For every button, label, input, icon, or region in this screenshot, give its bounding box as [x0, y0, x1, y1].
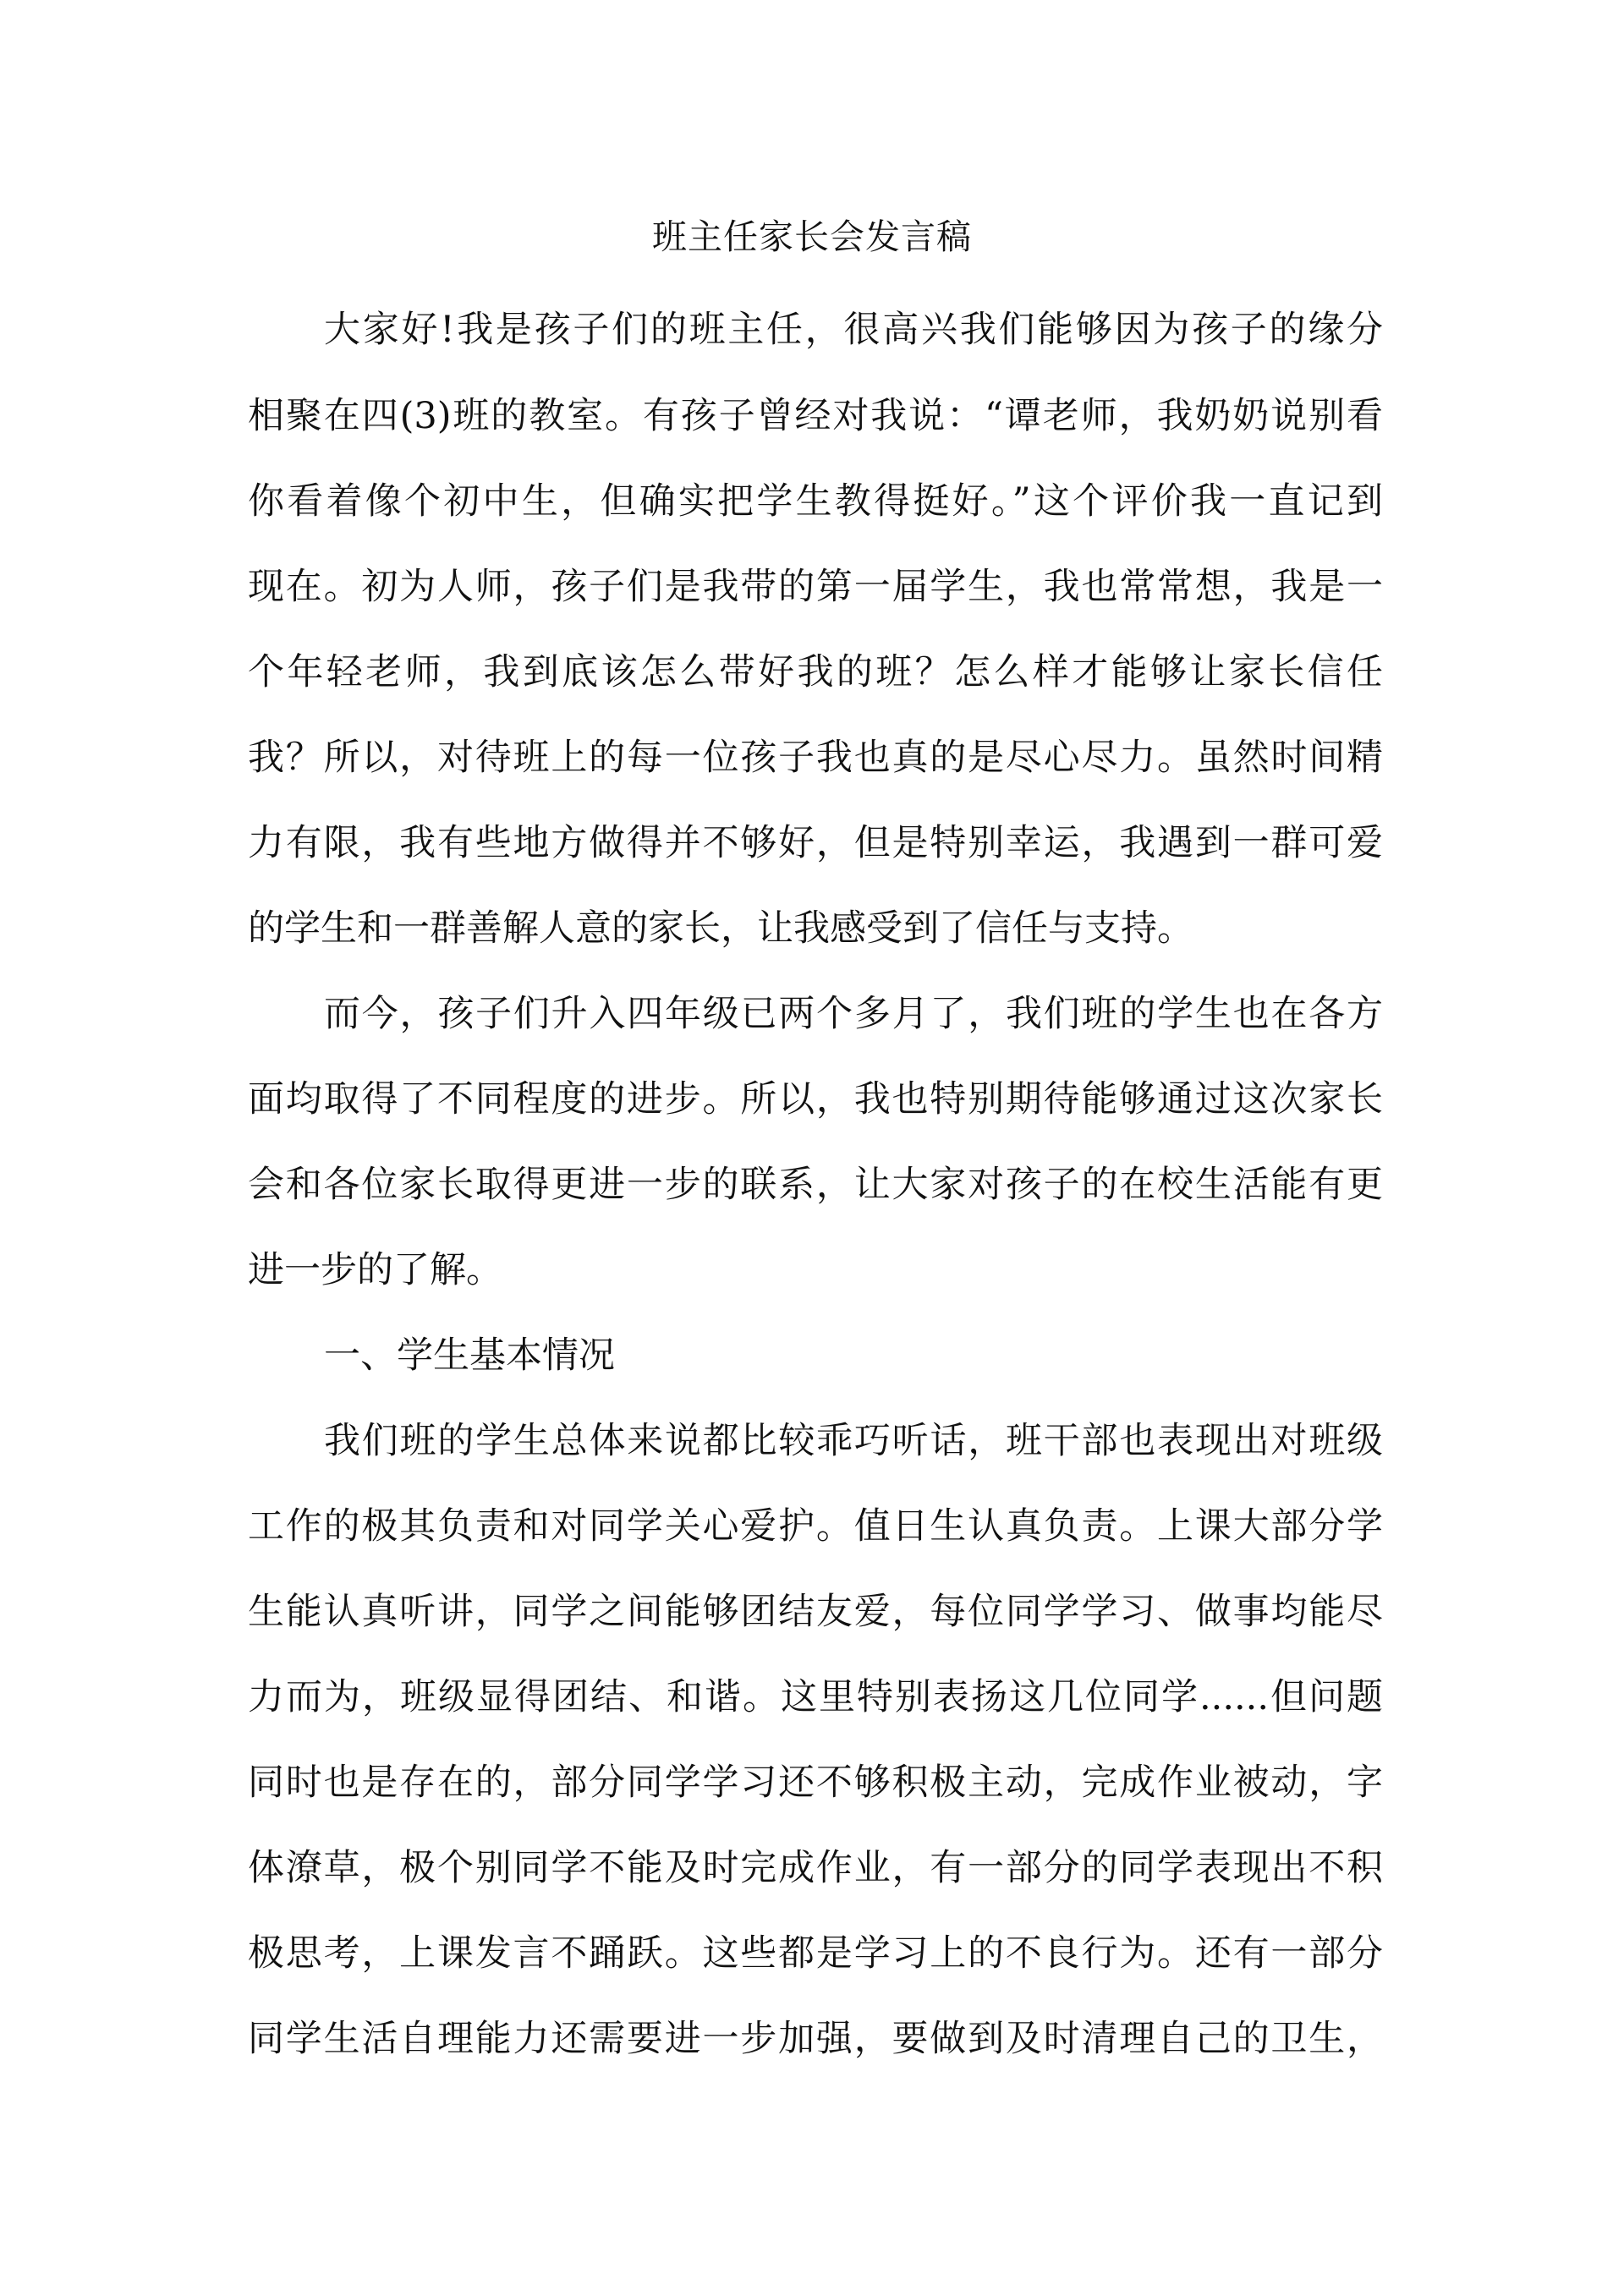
section-heading: 一、学生基本情况: [324, 1334, 615, 1377]
paragraph-3-line-6: 体潦草，极个别同学不能及时完成作业，有一部分的同学表现出不积: [248, 1847, 1383, 1889]
paragraph-1-line-7: 力有限，我有些地方做得并不够好，但是特别幸运，我遇到一群可爱: [248, 822, 1383, 864]
paragraph-3-line-5: 同时也是存在的，部分同学学习还不够积极主动，完成作业被动，字: [248, 1762, 1383, 1804]
paragraph-1-line-4: 现在。初为人师，孩子们是我带的第一届学生，我也常常想，我是一: [248, 566, 1383, 608]
paragraph-3-line-2: 工作的极其负责和对同学关心爱护。值日生认真负责。上课大部分学: [248, 1505, 1383, 1548]
paragraph-1-line-6: 我？所以，对待班上的每一位孩子我也真的是尽心尽力。虽然时间精: [248, 737, 1383, 779]
paragraph-3-line-3: 生能认真听讲，同学之间能够团结友爱，每位同学学习、做事均能尽: [248, 1591, 1383, 1633]
document-title: 班主任家长会发言稿: [652, 216, 972, 257]
paragraph-3-line-7: 极思考，上课发言不踊跃。这些都是学习上的不良行为。还有一部分: [248, 1932, 1383, 1975]
paragraph-1-line-1: 大家好!我是孩子们的班主任，很高兴我们能够因为孩子的缘分: [324, 309, 1383, 351]
paragraph-1-line-8: 的学生和一群善解人意的家长，让我感受到了信任与支持。: [248, 907, 1193, 950]
paragraph-2-line-1: 而今，孩子们升入四年级已两个多月了，我们班的学生也在各方: [324, 993, 1383, 1035]
paragraph-2-line-3: 会和各位家长取得更进一步的联系，让大家对孩子的在校生活能有更: [248, 1164, 1383, 1206]
paragraph-1-line-5: 个年轻老师，我到底该怎么带好我的班？怎么样才能够让家长信任: [248, 651, 1383, 693]
paragraph-2-line-2: 面均取得了不同程度的进步。所以，我也特别期待能够通过这次家长: [248, 1078, 1383, 1121]
paragraph-3-line-4: 力而为，班级显得团结、和谐。这里特别表扬这几位同学......但问题: [248, 1676, 1383, 1718]
paragraph-3-line-1: 我们班的学生总体来说都比较乖巧听话，班干部也表现出对班级: [324, 1420, 1383, 1462]
paragraph-3-line-8: 同学生活自理能力还需要进一步加强，要做到及时清理自己的卫生，: [248, 2018, 1383, 2060]
paragraph-1-line-3: 你看着像个初中生，但确实把学生教得挺好。”这个评价我一直记到: [248, 480, 1383, 523]
paragraph-1-line-2: 相聚在四(3)班的教室。有孩子曾经对我说：“谭老师，我奶奶说别看: [248, 395, 1383, 437]
paragraph-2-line-4: 进一步的了解。: [248, 1249, 502, 1291]
